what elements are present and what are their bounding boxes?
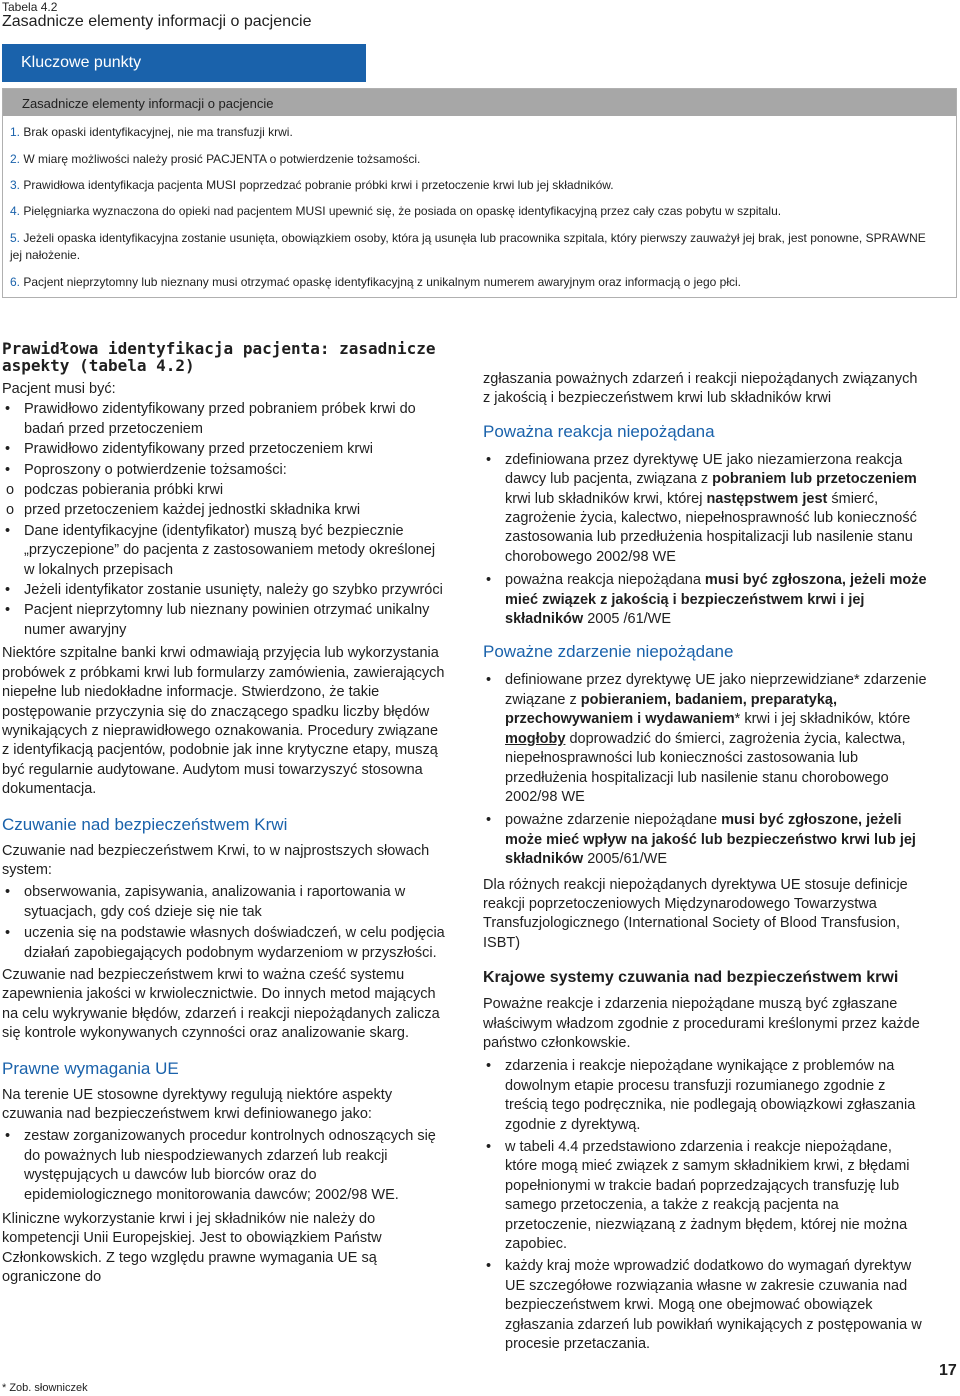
list-item: • uczenia się na podstawie własnych doświadczeń, w celu podjęcia działań zapobiegających podobnym wydarzeniom w przyszłości.	[5, 925, 445, 961]
national-list	[483, 1057, 927, 1354]
list-item: • Poproszony o potwierdzenie tożsamości:	[5, 461, 287, 478]
national-systems-heading: Krajowe systemy czuwania nad bezpieczeństwem krwi	[483, 969, 899, 987]
list-item: • definiowane przez dyrektywę UE jako nieprzewidziane* zdarzenie związane z pobieraniem, badaniem, preparatyką, przechowywaniem i wydawaniem* krwi i jej składników, które mogłoby doprowadzić do śmierci, zagrożenia życia, kalectwa, niepełnosprawności lub konieczności zastosowania lub przedłużenia hospitalizacji lub nasilenie stanu chorobowego 2002/98 WE	[486, 672, 927, 805]
key-point-item: 6. Pacjent nieprzytomny lub nieznany musi otrzymać opaskę identyfikacyjną z unikalnym numerem awaryjnym oraz informacją o jego płci.	[10, 275, 742, 289]
paragraph: Czuwanie nad bezpieczeństwem Krwi, to w najprostszych słowach system:	[2, 842, 430, 878]
key-point-item: 2. W miarę możliwości należy prosić PACJENTA o potwierdzenie tożsamości.	[10, 152, 421, 166]
list-item: • Prawidłowo zidentyfikowany przed przetoczeniem krwi	[5, 441, 373, 458]
list-item: • zestaw zorganizowanych procedur kontrolnych odnoszących się do poważnych lub niespodziewanych zdarzeń lub reakcji występujących u dawców lub biorców oraz do epidemiologicznego monitorowania dawców; 2002/98 WE.	[5, 1128, 436, 1203]
serious-reaction-heading: Poważna reakcja niepożądana	[483, 421, 715, 441]
reaction-list	[483, 451, 927, 630]
vigilance-list	[2, 883, 447, 963]
vigilance-heading: Czuwanie nad bezpieczeństwem Krwi	[2, 814, 288, 834]
list-item: o przed przetoczeniem każdej jednostki składnika krwi	[6, 502, 361, 519]
list-item: • Dane identyfikacyjne (identyfikator) muszą być bezpiecznie „przyczepione” do pacjenta z zastosowaniem metody określonej w lokalnych przepisach	[5, 522, 436, 578]
paragraph: Dla różnych reakcji niepożądanych dyrektywa UE stosuje definicje reakcji poprzetoczeniowych Międzynarodowego Towarzystwa Transfuzjologicznego (International Society of Blood Transfusion, ISBT)	[483, 876, 908, 951]
key-points-box	[2, 88, 957, 298]
list-item: • każdy kraj może wprowadzić dodatkowo do wymagań dyrektyw UE szczegółowe rozwiązania własne w zakresie czuwania nad bezpieczeństwem krwi. Mogą one obejmować obowiązek zgłaszania zdarzeń lub powikłań wynikających z postępowania w procesie przetaczania.	[486, 1258, 922, 1353]
event-list	[483, 671, 927, 869]
key-point-item: 3. Prawidłowa identyfikacja pacjenta MUSI poprzedzać pobranie próbki krwi i przetoczenie krwi lub jej składników.	[10, 178, 614, 192]
table-title: Zasadnicze elementy informacji o pacjencie	[2, 13, 312, 30]
page-number: 17	[939, 1362, 957, 1379]
key-points-label: Kluczowe punkty	[21, 54, 142, 71]
left-column	[2, 340, 447, 1288]
list-item: • w tabeli 4.4 przedstawiono zdarzenia i reakcje niepożądane, które mogą mieć związek z samym składnikiem krwi, z błędami popełnionymi w trakcie badań poprzedzających transfuzję lub samego przetoczenia, a także z reakcją pacjenta na przetoczenie, niezwiązaną z żadnym błędem, której nie można zapobiec.	[486, 1139, 910, 1253]
list-item: • Pacjent nieprzytomny lub nieznany powinien otrzymać unikalny numer awaryjny	[5, 602, 430, 638]
key-point-item: 1. Brak opaski identyfikacyjnej, nie ma transfuzji krwi.	[10, 125, 293, 139]
key-points-bar	[2, 44, 366, 82]
paragraph: Czuwanie nad bezpieczeństwem krwi to ważna cześć systemu zapewnienia jakości w krwiolecznictwie. Do innych metod mających na celu wykrywanie błędów, zdarzeń i reakcji niepożądanych zalicza się kontrole wykonywanych czynności oraz analizowanie skarg.	[2, 966, 440, 1042]
eu-list	[2, 1127, 447, 1205]
paragraph: zgłaszania poważnych zdarzeń i reakcji niepożądanych związanych z jakością i bezpieczeństwem krwi lub składników krwi	[483, 371, 918, 407]
footnote: * Zob. słowniczek	[2, 1382, 88, 1394]
list-item: • zdefiniowana przez dyrektywę UE jako niezamierzona reakcja dawcy lub pacjenta, związana z pobraniem lub przetoczeniem krwi lub składników krwi, której następstwem jest śmierć, zagrożenie życia, kalectwo, niepełnosprawność lub konieczność zastosowania lub przedłużenia hospitalizacji lub nasilenie stanu chorobowego 2002/98 WE	[486, 451, 917, 565]
paragraph: Niektóre szpitalne banki krwi odmawiają przyjęcia lub wykorzystania probówek z próbkami krwi lub formularzy zamówienia, zawierających niepełne lub niedokładne informacje. Stwierdzono, że takie postępowanie przyczynia się do znaczącego spadku liczby błędów wynikających z nieprawidłowego oznakowania. Procedury związane z identyfikacją pacjentów, podobnie jak inne krytyczne etapy, muszą być regularnie audytowane. Audytom musi towarzyszyć stosowna dokumentacja.	[2, 645, 445, 798]
paragraph: Poważne reakcje i zdarzenia niepożądane muszą być zgłaszane właściwym władzom zgodnie z procedurami kreślonymi przez każde państwo członkowskie.	[483, 996, 920, 1051]
list-item: • obserwowania, zapisywania, analizowania i raportowania w sytuacjach, gdy coś dzieje się nie tak	[5, 884, 406, 920]
table-label: Tabela 4.2	[2, 0, 58, 14]
list-item: o podczas pobierania próbki krwi	[6, 482, 224, 499]
key-points-header: Zasadnicze elementy informacji o pacjencie	[3, 89, 956, 116]
patient-list	[2, 400, 447, 640]
paragraph: Na terenie UE stosowne dyrektywy regulują niektóre aspekty czuwania nad bezpieczeństwem krwi definiowanego jako:	[2, 1086, 393, 1122]
list-item: • zdarzenia i reakcje niepożądane wynikające z problemów na dowolnym etapie procesu transfuzji rozumianego zgodnie z treścią tego podręcznika, nie podlegają obowiązkowi zgłaszania zgodnie z dyrektywą.	[486, 1058, 916, 1133]
list-item: • poważne zdarzenie niepożądane musi być zgłoszone, jeżeli może mieć wpływ na jakość lub bezpieczeństwo krwi lub jej składników 2005/61/WE	[486, 812, 916, 868]
key-point-item: 4. Pielęgniarka wyznaczona do opieki nad pacjentem MUSI upewnić się, że posiada on opaskę identyfikacyjną przez cały czas pobytu w szpitalu.	[10, 204, 782, 218]
right-column	[483, 370, 927, 1354]
list-item: • Prawidłowo zidentyfikowany przed pobraniem próbek krwi do badań przed przetoczeniem	[5, 401, 416, 437]
patient-intro: Pacjent musi być:	[2, 381, 116, 397]
list-item: • poważna reakcja niepożądana musi być zgłoszona, jeżeli może mieć związek z jakością i bezpieczeństwem krwi i jej składników 2005 /61/WE	[486, 572, 927, 628]
list-item: • Jeżeli identyfikator zostanie usunięty, należy go szybko przywróci	[5, 582, 443, 599]
key-point-item: 5. Jeżeli opaska identyfikacyjna zostanie usunięta, obowiązkiem osoby, która ją usunęła lub pracownika szpitala, który pierwszy zauważył jej brak, jest ponowne, SPRAWNE jej nałożenie.	[10, 231, 926, 262]
eu-requirements-heading: Prawne wymagania UE	[2, 1058, 179, 1078]
paragraph: Kliniczne wykorzystanie krwi i jej składników nie należy do kompetencji Unii Europejskiej. Jest to obowiązkiem Państw Członkowskich. Z tego względu prawne wymagania UE są ograniczone do	[2, 1211, 382, 1286]
serious-event-heading: Poważne zdarzenie niepożądane	[483, 642, 734, 662]
identification-heading: Prawidłowa identyfikacja pacjenta: zasadnicze aspekty (tabela 4.2)	[2, 339, 436, 375]
